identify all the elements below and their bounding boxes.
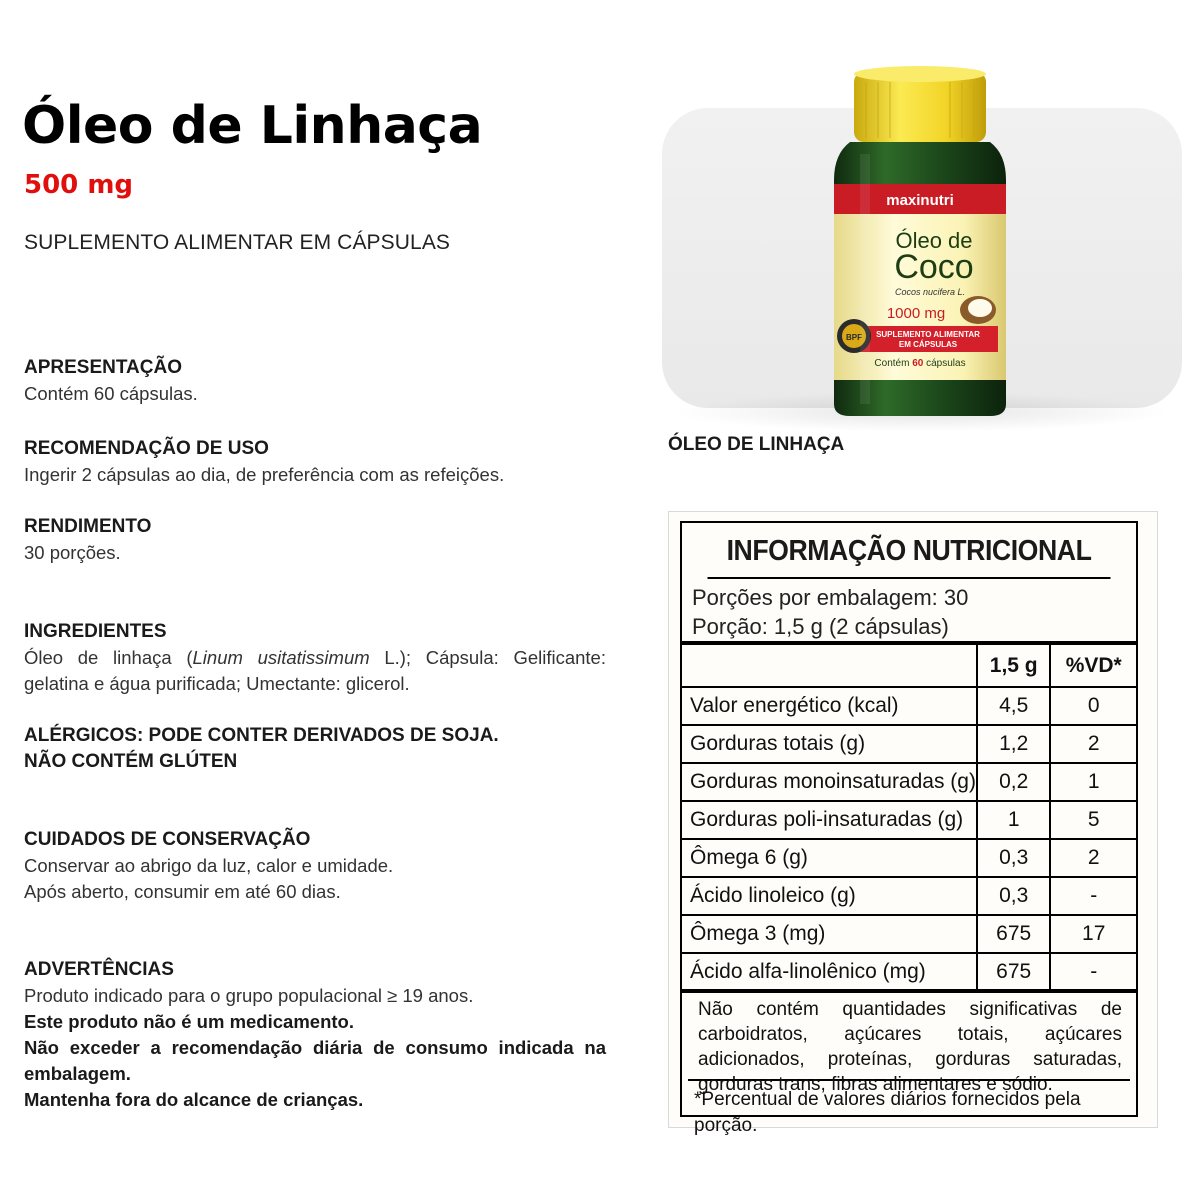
nutrient-amount: 1 xyxy=(977,801,1050,839)
section-text: Ingerir 2 cápsulas ao dia, de preferência com as refeições. xyxy=(24,464,505,485)
bottle-illustration xyxy=(820,64,1020,424)
nutrient-amount: 0,2 xyxy=(977,763,1050,801)
section-text: 30 porções. xyxy=(24,542,121,563)
section-text: Contém 60 cápsulas. xyxy=(24,383,198,404)
nutrition-note: Não contém quantidades significativas de carboidratos, açúcares totais, açúcares adicionados, proteínas, gorduras saturadas, gorduras trans, fibras alimentares e sódio. xyxy=(688,993,1130,1081)
nutrient-amount: 0,3 xyxy=(977,839,1050,877)
nutrient-dv: - xyxy=(1050,953,1136,991)
ingredients-text-end: L.); Cápsula: Gelificante: gelatina e água purificada; Umectante: glicerol. xyxy=(24,647,606,694)
product-image-caption: ÓLEO DE LINHAÇA xyxy=(668,434,845,455)
section-cuidados xyxy=(24,827,606,905)
section-heading: INGREDIENTES xyxy=(24,621,167,642)
nutrient-amount: 0,3 xyxy=(977,877,1050,915)
nutrient-dv: 2 xyxy=(1050,725,1136,763)
nutrient-label: Ácido alfa-linolênico (mg) xyxy=(682,953,977,991)
nutrition-facts-table xyxy=(680,521,1138,1136)
table-row xyxy=(682,763,1136,801)
section-text: Após aberto, consumir em até 60 dias. xyxy=(24,881,341,902)
nutrient-amount: 1,2 xyxy=(977,725,1050,763)
section-heading: ADVERTÊNCIAS xyxy=(24,959,174,980)
column-header-dv: %VD* xyxy=(1050,645,1136,687)
coconut-icon xyxy=(960,296,996,324)
nutrient-dv: 0 xyxy=(1050,687,1136,725)
section-rendimento xyxy=(24,514,606,566)
table-row xyxy=(682,801,1136,839)
label-band-line1: SUPLEMENTO ALIMENTAR xyxy=(876,330,980,339)
label-brand: maxinutri xyxy=(886,192,954,209)
product-title: Óleo de Linhaça xyxy=(22,96,483,156)
section-apresentacao xyxy=(24,355,606,407)
servings-per-package: Porções por embalagem: 30 xyxy=(692,585,969,610)
nutrient-dv: - xyxy=(1050,877,1136,915)
label-name-line2: Coco xyxy=(894,248,974,286)
label-contents: Contém 60 cápsulas xyxy=(874,358,966,369)
label-band-line2: EM CÁPSULAS xyxy=(898,340,958,349)
label-dose: 1000 mg xyxy=(886,305,946,322)
ingredients-text-start: Óleo de linhaça ( xyxy=(24,647,193,668)
label-name-line1: Óleo de xyxy=(895,228,973,253)
section-heading: CUIDADOS DE CONSERVAÇÃO xyxy=(24,829,311,850)
nutrient-label: Ômega 3 (mg) xyxy=(682,915,977,953)
label-scientific: Cocos nucifera L. xyxy=(894,287,966,297)
nutrient-label: Ácido linoleico (g) xyxy=(682,877,977,915)
ingredients-scientific-name: Linum usitatissimum xyxy=(192,647,370,668)
warning-text: Não exceder a recomendação diária de consumo indicada na embalagem. xyxy=(24,1037,606,1084)
portion-size: Porção: 1,5 g (2 cápsulas) xyxy=(692,614,949,639)
section-heading: RENDIMENTO xyxy=(24,516,152,537)
section-heading: RECOMENDAÇÃO DE USO xyxy=(24,438,269,459)
nutrient-label: Gorduras poli-insaturadas (g) xyxy=(682,801,977,839)
warning-text: Este produto não é um medicamento. xyxy=(24,1011,354,1032)
ingredients-text xyxy=(24,645,606,697)
nutrition-header-row xyxy=(682,645,1136,687)
nutrient-amount: 675 xyxy=(977,953,1050,991)
allergen-warning: ALÉRGICOS: PODE CONTER DERIVADOS DE SOJA. xyxy=(24,725,499,746)
column-header-amount: 1,5 g xyxy=(977,645,1050,687)
nutrition-rows xyxy=(682,645,1136,993)
nutrient-dv: 1 xyxy=(1050,763,1136,801)
nutrition-servings xyxy=(682,579,1136,645)
nutrition-footnote: *Percentual de valores diários fornecidos pela porção. xyxy=(694,1089,1081,1136)
warning-text: Mantenha fora do alcance de crianças. xyxy=(24,1089,364,1110)
nutrient-dv: 17 xyxy=(1050,915,1136,953)
section-advertencias xyxy=(24,957,606,1113)
section-heading: APRESENTAÇÃO xyxy=(24,357,182,378)
gluten-warning: NÃO CONTÉM GLÚTEN xyxy=(24,751,238,772)
nutrient-dv: 2 xyxy=(1050,839,1136,877)
nutrient-amount: 4,5 xyxy=(977,687,1050,725)
table-row xyxy=(682,877,1136,915)
nutrient-label: Gorduras monoinsaturadas (g) xyxy=(682,763,977,801)
table-row xyxy=(682,839,1136,877)
product-subtitle: SUPLEMENTO ALIMENTAR EM CÁPSULAS xyxy=(24,231,451,254)
table-row xyxy=(682,915,1136,953)
product-bottle-image xyxy=(820,64,1020,424)
section-text: Conservar ao abrigo da luz, calor e umidade. xyxy=(24,855,394,876)
svg-text:BPF: BPF xyxy=(846,333,862,342)
section-text: Produto indicado para o grupo populacional ≥ 19 anos. xyxy=(24,985,474,1006)
section-alergicos xyxy=(24,723,606,775)
header-blank xyxy=(682,645,977,687)
table-row xyxy=(682,687,1136,725)
table-row xyxy=(682,725,1136,763)
product-dose: 500 mg xyxy=(24,170,134,200)
nutrient-amount: 675 xyxy=(977,915,1050,953)
section-recomendacao xyxy=(24,436,606,488)
nutrient-label: Gorduras totais (g) xyxy=(682,725,977,763)
nutrient-label: Ômega 6 (g) xyxy=(682,839,977,877)
nutrient-dv: 5 xyxy=(1050,801,1136,839)
nutrition-title: INFORMAÇÃO NUTRICIONAL xyxy=(708,523,1111,579)
nutrient-label: Valor energético (kcal) xyxy=(682,687,977,725)
section-ingredientes xyxy=(24,619,606,697)
table-row xyxy=(682,953,1136,991)
